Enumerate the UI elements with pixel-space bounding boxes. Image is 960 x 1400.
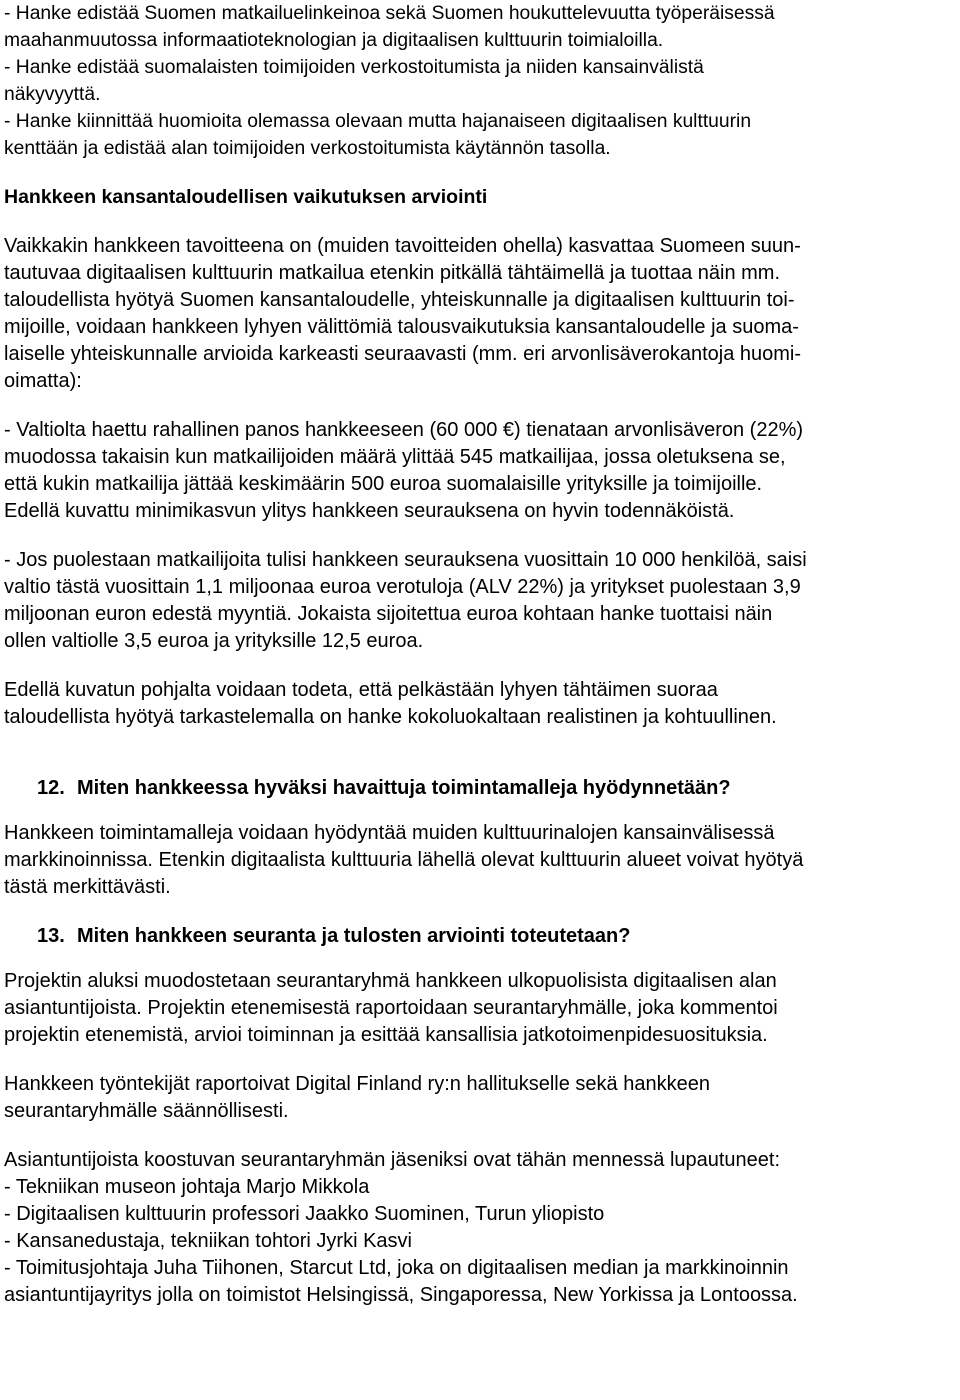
paragraph-line: asiantuntijoista. Projektin etenemisestä raportoidaan seurantaryhmälle, joka kommentoi xyxy=(4,997,778,1019)
intro-line: näkyvyyttä. xyxy=(4,84,101,105)
paragraph-line: Edellä kuvatun pohjalta voidaan todeta, että pelkästään lyhyen tähtäimen suoraa xyxy=(4,679,718,701)
paragraph-line: Hankkeen työntekijät raportoivat Digital Finland ry:n hallitukselle sekä hankkeen xyxy=(4,1073,710,1095)
intro-line: - Hanke edistää suomalaisten toimijoiden verkostoitumista ja niiden kansainvälistä xyxy=(4,57,704,78)
paragraph-line: - Jos puolestaan matkailijoita tulisi hankkeen seurauksena vuosittain 10 000 henkilöä, saisi xyxy=(4,549,807,571)
list-item: - Kansanedustaja, tekniikan tohtori Jyrki Kasvi xyxy=(4,1230,412,1252)
paragraph-line: seurantaryhmälle säännöllisesti. xyxy=(4,1100,289,1122)
paragraph-line: muodossa takaisin kun matkailijoiden määrä ylittää 545 matkailijaa, jossa oletuksena se, xyxy=(4,446,786,468)
intro-bullets xyxy=(4,0,956,162)
question-13-title: Miten hankkeen seuranta ja tulosten arviointi toteutetaan? xyxy=(77,925,631,947)
paragraph-line: ollen valtiolle 3,5 euroa ja yrityksille 12,5 euroa. xyxy=(4,630,424,652)
paragraph-line: Asiantuntijoista koostuvan seurantaryhmän jäseniksi ovat tähän mennessä lupautuneet: xyxy=(4,1149,781,1171)
question-13-answer-members xyxy=(4,1147,956,1309)
paragraph-line: oimatta): xyxy=(4,370,82,392)
paragraph-line: että kukin matkailija jättää keskimäärin 500 euroa suomalaisille yrityksille ja toimijoille. xyxy=(4,473,763,495)
question-13-heading xyxy=(4,923,956,950)
paragraph-line: taloudellista hyötyä tarkastelemalla on hanke kokoluokaltaan realistinen ja kohtuullinen. xyxy=(4,706,777,728)
question-12-heading xyxy=(4,775,956,802)
list-item: - Digitaalisen kulttuurin professori Jaakko Suominen, Turun yliopisto xyxy=(4,1203,605,1225)
question-12-answer xyxy=(4,820,956,901)
paragraph-line: Vaikkakin hankkeen tavoitteena on (muiden tavoitteiden ohella) kasvattaa Suomeen suun- xyxy=(4,235,801,257)
question-13-answer-reporting xyxy=(4,1071,956,1125)
question-12-number: 12. xyxy=(37,777,65,799)
paragraph-line: tästä merkittävästi. xyxy=(4,876,171,898)
paragraph-line: valtio tästä vuosittain 1,1 miljoonaa euroa verotuloja (ALV 22%) ja yritykset puolestaan 3,9 xyxy=(4,576,801,598)
question-13-answer-monitoring xyxy=(4,968,956,1049)
question-13-number: 13. xyxy=(37,925,65,947)
paragraph-line: Projektin aluksi muodostetaan seurantaryhmä hankkeen ulkopuolisista digitaalisen alan xyxy=(4,970,777,992)
paragraph-impact-intro xyxy=(4,233,956,395)
paragraph-line: tautuvaa digitaalisen kulttuurin matkailua etenkin pitkällä tähtäimellä ja tuottaa näin mm. xyxy=(4,262,780,284)
intro-line: - Hanke kiinnittää huomioita olemassa olevaan mutta hajanaiseen digitaalisen kulttuurin xyxy=(4,111,752,132)
intro-line: kenttään ja edistää alan toimijoiden verkostoitumista käytännön tasolla. xyxy=(4,138,611,159)
paragraph-line: projektin etenemistä, arvioi toiminnan ja esittää kansallisia jatkotoimenpidesuosituksia. xyxy=(4,1024,768,1046)
paragraph-vat-estimate xyxy=(4,417,956,525)
paragraph-tourist-scenario xyxy=(4,547,956,655)
intro-line: - Hanke edistää Suomen matkailuelinkeinoa sekä Suomen houkuttelevuutta työperäisessä xyxy=(4,3,775,24)
paragraph-line: mijoille, voidaan hankkeen lyhyen välittömiä talousvaikutuksia kansantaloudelle ja suoma- xyxy=(4,316,799,338)
paragraph-line: markkinoinnissa. Etenkin digitaalista kulttuuria lähellä olevat kulttuurin alueet voivat hyötyä xyxy=(4,849,804,871)
intro-line: maahanmuutossa informaatioteknologian ja digitaalisen kulttuurin toimialoilla. xyxy=(4,30,664,51)
paragraph-line: taloudellista hyötyä Suomen kansantaloudelle, yhteiskunnalle ja digitaalisen kulttuurin toi- xyxy=(4,289,795,311)
question-12-title: Miten hankkeessa hyväksi havaittuja toimintamalleja hyödynnetään? xyxy=(77,777,731,799)
list-item: - Tekniikan museon johtaja Marjo Mikkola xyxy=(4,1176,370,1198)
paragraph-conclusion xyxy=(4,677,956,731)
paragraph-line: miljoonan euron edestä myyntiä. Jokaista sijoitettua euroa kohtaan hanke tuottaisi näin xyxy=(4,603,773,625)
list-item: - Toimitusjohtaja Juha Tiihonen, Starcut Ltd, joka on digitaalisen median ja markkinoinnin xyxy=(4,1257,789,1279)
paragraph-line: Edellä kuvattu minimikasvun ylitys hankkeen seurauksena on hyvin todennäköistä. xyxy=(4,500,735,522)
paragraph-line: Hankkeen toimintamalleja voidaan hyödyntää muiden kulttuurinalojen kansainvälisessä xyxy=(4,822,775,844)
list-item: asiantuntijayritys jolla on toimistot Helsingissä, Singaporessa, New Yorkissa ja Lontoossa. xyxy=(4,1284,798,1306)
paragraph-line: laiselle yhteiskunnalle arvioida karkeasti seuraavasti (mm. eri arvonlisäverokantoja huomi- xyxy=(4,343,802,365)
paragraph-line: - Valtiolta haettu rahallinen panos hankkeeseen (60 000 €) tienataan arvonlisäveron (22%) xyxy=(4,419,804,441)
section-heading: Hankkeen kansantaloudellisen vaikutuksen arviointi xyxy=(4,186,488,208)
document-page xyxy=(4,0,956,1309)
